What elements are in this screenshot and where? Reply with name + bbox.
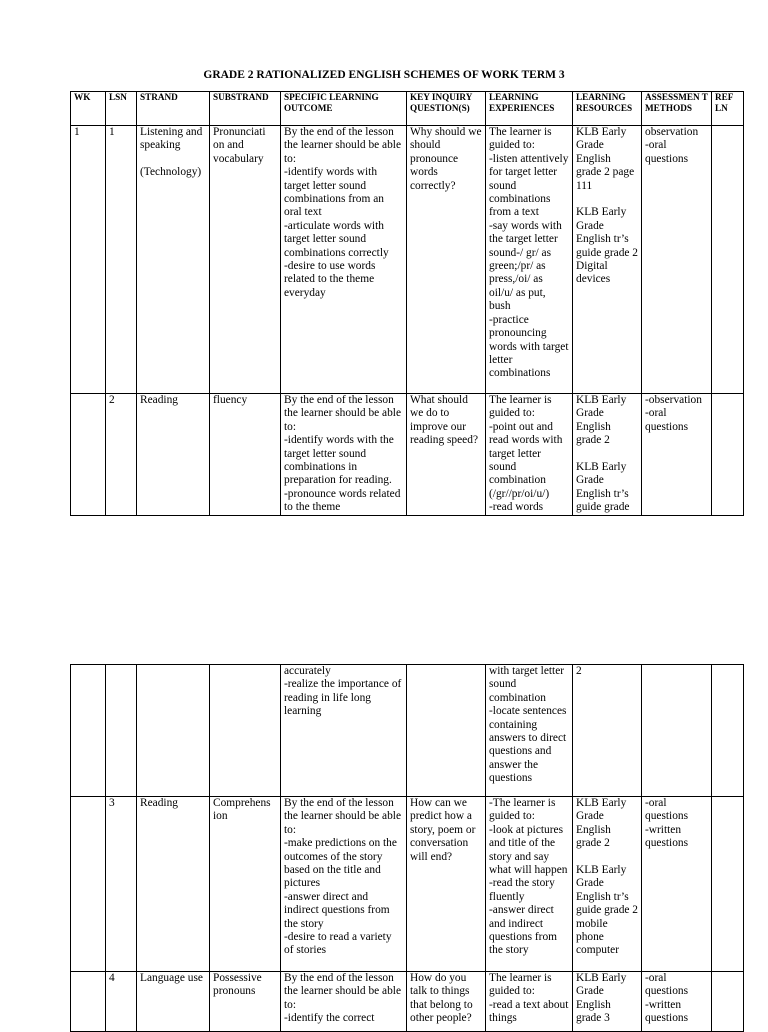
- cell-lsn: 2: [106, 394, 137, 516]
- header-outcome: SPECIFIC LEARNING OUTCOME: [281, 92, 407, 126]
- cell-experiences: The learner is guided to: -read a text about things: [486, 972, 573, 1032]
- cell-ref: [712, 665, 744, 797]
- cell-substrand: Possessive pronouns: [210, 972, 281, 1032]
- cell-ref: [712, 394, 744, 516]
- cell-lsn: 4: [106, 972, 137, 1032]
- cell-question: How can we predict how a story, poem or conversation will end?: [407, 797, 486, 972]
- cell-strand: Reading: [137, 797, 210, 972]
- cell-ref: [712, 797, 744, 972]
- cell-substrand: fluency: [210, 394, 281, 516]
- cell-assessment: -oral questions -written questions: [642, 972, 712, 1032]
- cell-wk: [71, 665, 106, 797]
- table-row: [71, 394, 744, 516]
- cell-question: [407, 665, 486, 797]
- header-row: [71, 92, 744, 126]
- cell-assessment: [642, 665, 712, 797]
- cell-outcome: By the end of the lesson the learner should be able to: -identify the correct: [281, 972, 407, 1032]
- cell-experiences: The learner is guided to: -point out and read words with target letter sound combination (/gr//pr/oi/u/) -read words: [486, 394, 573, 516]
- header-ref: REF LN: [712, 92, 744, 126]
- cell-resources: 2: [573, 665, 642, 797]
- cell-outcome: accurately -realize the importance of reading in life long learning: [281, 665, 407, 797]
- page-title: GRADE 2 RATIONALIZED ENGLISH SCHEMES OF WORK TERM 3: [203, 69, 565, 81]
- cell-experiences: -The learner is guided to: -look at pictures and title of the story and say what will happen -read the story fluently -answer direct and indirect questions from the story: [486, 797, 573, 972]
- header-wk: WK: [71, 92, 106, 126]
- cell-assessment: -oral questions -written questions: [642, 797, 712, 972]
- cell-strand: [137, 665, 210, 797]
- cell-outcome: By the end of the lesson the learner should be able to: -identify words with target letter sound combinations from an oral text -articulate words with target letter sound combinations correctly -desire to use words related to the theme everyday: [281, 126, 407, 394]
- cell-wk: [71, 394, 106, 516]
- cell-wk: [71, 972, 106, 1032]
- cell-substrand: Pronunciati on and vocabulary: [210, 126, 281, 394]
- header-assessment: ASSESSMEN T METHODS: [642, 92, 712, 126]
- cell-wk: 1: [71, 126, 106, 394]
- cell-lsn: [106, 665, 137, 797]
- cell-question: Why should we should pronounce words correctly?: [407, 126, 486, 394]
- cell-wk: [71, 797, 106, 972]
- cell-lsn: 1: [106, 126, 137, 394]
- cell-assessment: observation -oral questions: [642, 126, 712, 394]
- cell-experiences: with target letter sound combination -locate sentences containing answers to direct questions and answer the questions: [486, 665, 573, 797]
- header-question: KEY INQUIRY QUESTION(S): [407, 92, 486, 126]
- cell-strand: Reading: [137, 394, 210, 516]
- cell-ref: [712, 972, 744, 1032]
- cell-outcome: By the end of the lesson the learner should be able to: -identify words with the target letter sound combinations in preparation for reading. -pronounce words related to the theme: [281, 394, 407, 516]
- cell-question: How do you talk to things that belong to other people?: [407, 972, 486, 1032]
- cell-lsn: 3: [106, 797, 137, 972]
- cell-resources: KLB Early Grade English grade 3: [573, 972, 642, 1032]
- cell-resources: KLB Early Grade English grade 2 page 111 KLB Early Grade English tr’s guide grade 2 Digital devices: [573, 126, 642, 394]
- cell-ref: [712, 126, 744, 394]
- header-substrand: SUBSTRAND: [210, 92, 281, 126]
- cell-resources: KLB Early Grade English grade 2 KLB Early Grade English tr’s guide grade: [573, 394, 642, 516]
- schemes-table-continued: [70, 664, 744, 1032]
- schemes-table: [70, 91, 744, 516]
- header-strand: STRAND: [137, 92, 210, 126]
- cell-substrand: [210, 665, 281, 797]
- header-resources: LEARNING RESOURCES: [573, 92, 642, 126]
- table-row: [71, 126, 744, 394]
- header-experiences: LEARNING EXPERIENCES: [486, 92, 573, 126]
- table-row: [71, 665, 744, 797]
- cell-experiences: The learner is guided to: -listen attentively for target letter sound combinations from a text -say words with the target letter sound-/ gr/ as green;/pr/ as press,/oi/ as oil/u/ as put, bush -practice pronouncing words with target letter combinations: [486, 126, 573, 394]
- header-lsn: LSN: [106, 92, 137, 126]
- cell-strand: Language use: [137, 972, 210, 1032]
- table-row: [71, 972, 744, 1032]
- cell-resources: KLB Early Grade English grade 2 KLB Early Grade English tr’s guide grade 2 mobile phone computer: [573, 797, 642, 972]
- cell-question: What should we do to improve our reading speed?: [407, 394, 486, 516]
- cell-assessment: -observation -oral questions: [642, 394, 712, 516]
- cell-outcome: By the end of the lesson the learner should be able to: -make predictions on the outcomes of the story based on the title and pictures -answer direct and indirect questions from the story -desire to read a variety of stories: [281, 797, 407, 972]
- table-row: [71, 797, 744, 972]
- cell-strand: Listening and speaking (Technology): [137, 126, 210, 394]
- cell-substrand: Comprehens ion: [210, 797, 281, 972]
